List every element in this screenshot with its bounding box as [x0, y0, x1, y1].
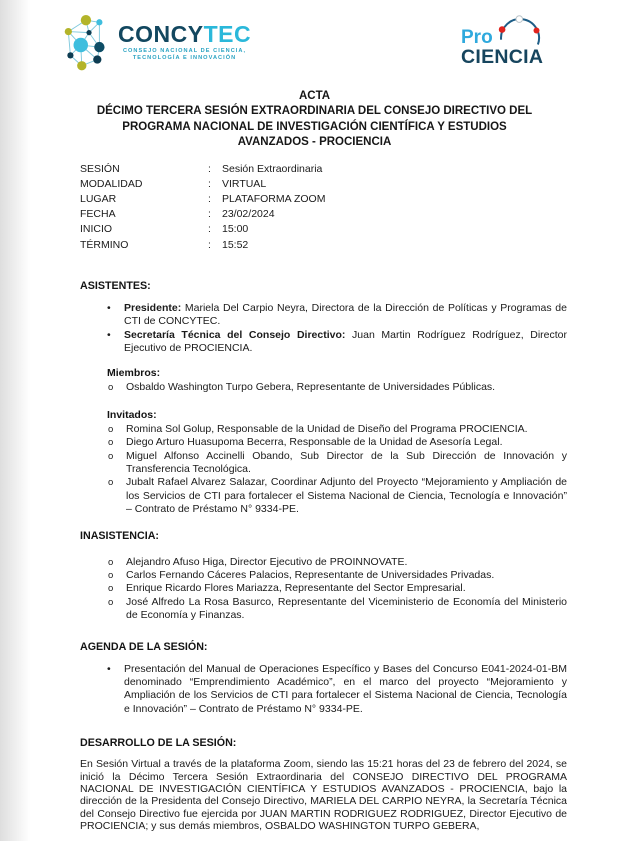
detail-separator: :: [208, 177, 211, 190]
detail-value: 23/02/2024: [222, 208, 275, 221]
desarrollo-paragraph: En Sesión Virtual a través de la plataforma Zoom, siendo las 15:21 horas del 23 de febrero del 2024, se inició la Décimo Tercera Sesión Extraordinaria del CONSEJO DIRECTIVO DEL PROGRAMA NACIONAL DE INVESTIGACIÓN CIENTÍFICA Y ESTUDIOS AVANZADOS - PROCIENCIA, bajo la dirección de la Presidenta del Consejo Directivo, MARIELA DEL CARPIO NEYRA, la Secretaría Técnica del Consejo Directivo fue ejercida por JUAN MARTIN RODRIGUEZ RODRIGUEZ, Director Ejecutivo de PROCIENCIA; y sus demás miembros, OSBALDO WASHINGTON TURPO GEBERA,: [80, 758, 567, 832]
list-item: [80, 329, 567, 356]
bullet-disc-icon: •: [107, 301, 111, 314]
list-item: o Jubalt Rafael Alvarez Salazar, Coordinar Adjunto del Proyecto “Mejoramiento y Ampliación de los Servicios de CTI para fortalecer el Sistema Nacional de Ciencia, Tecnología e Innovación” – Contrato de Préstamo N° 9334-PE.: [108, 476, 567, 516]
document-title: [0, 89, 629, 151]
detail-separator: :: [208, 238, 211, 251]
detail-row-sesion: [80, 162, 567, 177]
agenda-bullet-list: [80, 663, 567, 717]
detail-label: MODALIDAD: [80, 177, 143, 190]
detail-separator: :: [208, 208, 211, 221]
heading-inasistencia: INASISTENCIA:: [80, 529, 159, 542]
session-details: [80, 162, 567, 253]
detail-value: VIRTUAL: [222, 177, 267, 190]
inasistencia-list: [80, 556, 567, 623]
prociencia-pro-text: Pro: [461, 27, 493, 48]
title-line-2: DÉCIMO TERCERA SESIÓN EXTRAORDINARIA DEL CONSEJO DIRECTIVO DEL: [96, 105, 533, 118]
concytec-subtitle-line1: CONSEJO NACIONAL DE CIENCIA,: [122, 48, 247, 54]
detail-separator: :: [208, 162, 211, 175]
asistente-secretaria: Secretaría Técnica del Consejo Directivo: Juan Martin Rodríguez Rodríguez, Director Ejecutivo de PROCIENCIA.: [124, 328, 567, 355]
bullet-circle-icon: o: [108, 477, 114, 489]
title-line-3: PROGRAMA NACIONAL DE INVESTIGACIÓN CIENTÍFICA Y ESTUDIOS: [122, 120, 507, 133]
list-item: • Presentación del Manual de Operaciones Específico y Bases del Concurso E041-2024-01-BM denominado “Emprendimiento Académico”, en el marco del proyecto “Mejoramiento y Ampliación de los Servicios de CTI para fortalecer el Sistema Nacional de Ciencia, Tecnología e Innovación” – Contrato de Préstamo N° 9334-PE.: [107, 662, 567, 715]
document-header: [0, 0, 629, 78]
prociencia-logo: [459, 12, 571, 76]
detail-label: SESIÓN: [80, 162, 120, 175]
miembros-list: [80, 381, 567, 394]
bullet-disc-icon: •: [107, 328, 111, 341]
prociencia-ciencia-text: CIENCIA: [461, 46, 544, 68]
detail-row-lugar: [80, 192, 567, 207]
list-item: o Enrique Ricardo Flores Mariazza, Representante del Sector Empresarial.: [108, 582, 466, 595]
detail-separator: :: [208, 223, 211, 236]
detail-value: 15:00: [222, 223, 249, 236]
heading-agenda: AGENDA DE LA SESIÓN:: [80, 640, 208, 653]
heading-desarrollo: DESARROLLO DE LA SESIÓN:: [80, 737, 237, 750]
concytec-network-icon: [64, 14, 112, 74]
bullet-circle-icon: o: [108, 423, 114, 435]
title-line-4: AVANZADOS - PROCIENCIA: [237, 136, 392, 149]
bullet-disc-icon: •: [107, 662, 111, 675]
list-item: o Carlos Fernando Cáceres Palacios, Representante de Universidades Privadas.: [108, 568, 495, 581]
detail-row-fecha: [80, 207, 567, 222]
bullet-circle-icon: o: [108, 569, 114, 581]
bullet-circle-icon: o: [108, 437, 114, 449]
concytec-wordmark: [118, 22, 251, 62]
bullet-circle-icon: o: [108, 450, 114, 462]
detail-row-inicio: [80, 222, 567, 237]
concytec-wordmark-dark: CONCY: [118, 21, 204, 47]
heading-asistentes: ASISTENTES:: [80, 279, 151, 292]
concytec-logo: [64, 12, 251, 74]
bullet-circle-icon: o: [108, 596, 114, 608]
invitados-list: [80, 423, 567, 517]
detail-separator: :: [208, 193, 211, 206]
asistentes-bullet-list: [80, 302, 567, 356]
bullet-circle-icon: o: [108, 381, 114, 393]
title-line-acta: ACTA: [298, 90, 331, 102]
bullet-circle-icon: o: [108, 583, 114, 595]
concytec-wordmark-light: TEC: [203, 21, 252, 47]
detail-label: INICIO: [80, 223, 113, 236]
detail-label: LUGAR: [80, 193, 117, 206]
document-body: [0, 162, 629, 833]
heading-invitados: Invitados:: [107, 409, 157, 422]
list-item: o Diego Arturo Huasupoma Becerra, Responsable de la Unidad de Asesoría Legal.: [108, 436, 503, 449]
list-item: o Romina Sol Golup, Responsable de la Unidad de Diseño del Programa PROCIENCIA.: [108, 422, 528, 435]
list-item: [80, 302, 567, 329]
detail-label: TÉRMINO: [80, 238, 129, 251]
concytec-subtitle-line2: TECNOLOGÍA E INNOVACIÓN: [132, 55, 237, 61]
detail-value: PLATAFORMA ZOOM: [222, 193, 326, 206]
detail-row-modalidad: [80, 177, 567, 192]
detail-value: 15:52: [222, 238, 249, 251]
list-item: o Miguel Alfonso Accinelli Obando, Sub Director de la Sub Dirección de Innovación y Transferencia Tecnológica.: [108, 449, 567, 475]
asistente-presidente: Presidente: Mariela Del Carpio Neyra, Directora de la Dirección de Políticas y Programas de CTI de CONCYTEC.: [124, 301, 567, 328]
detail-row-termino: [80, 238, 567, 253]
detail-label: FECHA: [80, 208, 116, 221]
list-item: o Osbaldo Washington Turpo Gebera, Representante de Universidades Públicas.: [108, 380, 496, 393]
list-item: o José Alfredo La Rosa Basurco, Representante del Viceministerio de Economía del Ministerio de Economía y Finanzas.: [108, 595, 567, 622]
list-item: o Alejandro Afuso Higa, Director Ejecutivo de PROINNOVATE.: [108, 555, 408, 568]
detail-value: Sesión Extraordinaria: [222, 162, 323, 175]
bullet-circle-icon: o: [108, 556, 114, 568]
heading-miembros: Miembros:: [107, 367, 161, 380]
